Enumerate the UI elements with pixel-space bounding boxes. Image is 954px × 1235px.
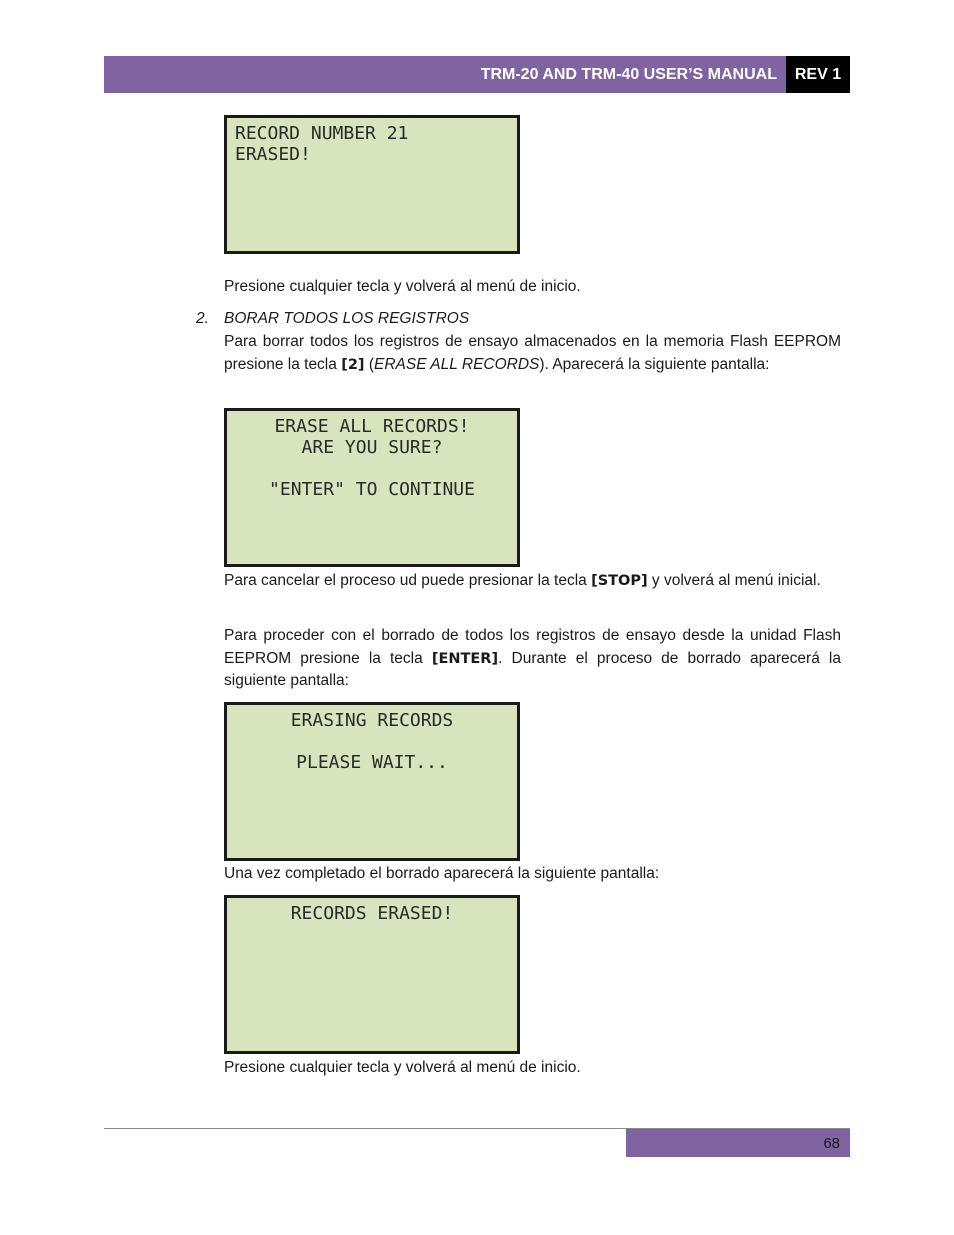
header-revision-badge	[786, 56, 850, 93]
paragraph-cancel-instructions	[224, 570, 841, 593]
paragraph-completed: Una vez completado el borrado aparecerá la siguiente pantalla:	[224, 865, 660, 882]
lcd-line	[235, 731, 509, 752]
lcd-screen-record-erased	[224, 115, 520, 254]
header-title-bar	[104, 56, 786, 93]
lcd-line: PLEASE WAIT...	[296, 752, 448, 773]
header-revision: REV 1	[794, 65, 842, 83]
header-title: TRM-20 AND TRM-40 USER’S MANUAL	[480, 65, 777, 83]
lcd-line: ERASE ALL RECORDS!	[274, 416, 470, 437]
paragraph-text: y volverá al menú inicial.	[647, 572, 821, 589]
key-label-2: [2]	[341, 356, 365, 373]
paragraph-text: Para cancelar el proceso ud puede presionar la tecla	[224, 572, 592, 589]
paragraph-italic-text: ERASE ALL RECORDS	[374, 355, 540, 373]
lcd-screen-erase-confirm	[224, 408, 520, 567]
paragraph-text: Para borrar todos los registros de ensayo almacenados en la memoria Flash EEPROM presione la tecla	[224, 333, 841, 373]
paragraph-text: . Durante el proceso de borrado aparecerá la siguiente pantalla:	[224, 649, 841, 689]
footer-page-box	[626, 1129, 850, 1157]
lcd-line: RECORD NUMBER 21	[235, 123, 409, 144]
lcd-line: "ENTER" TO CONTINUE	[269, 479, 475, 500]
lcd-line	[235, 458, 509, 479]
paragraph-press-any-key-final: Presione cualquier tecla y volverá al menú de inicio.	[224, 1059, 581, 1076]
lcd-screen-erasing	[224, 702, 520, 861]
lcd-screen-records-erased	[224, 895, 520, 1054]
paragraph-text: (	[364, 355, 374, 373]
lcd-line: RECORDS ERASED!	[290, 903, 454, 924]
page-number: 68	[823, 1134, 840, 1152]
lcd-line: ERASING RECORDS	[290, 710, 454, 731]
paragraph-text: Para proceder con el borrado de todos los registros de ensayo desde la unidad Flash EEPROM presione la tecla	[224, 627, 841, 667]
key-label-stop: [STOP]	[591, 573, 648, 589]
lcd-line: ERASED!	[235, 144, 311, 165]
paragraph-text: ). Aparecerá la siguiente pantalla:	[539, 355, 770, 373]
key-label-enter: [ENTER]	[431, 650, 499, 667]
paragraph-proceed-instructions	[224, 625, 841, 693]
paragraph-press-any-key: Presione cualquier tecla y volverá al menú de inicio.	[224, 278, 581, 295]
paragraph-erase-all-instructions	[224, 331, 841, 376]
list-item-number: 2.	[196, 310, 209, 327]
lcd-line: ARE YOU SURE?	[301, 437, 443, 458]
list-item-title: BORAR TODOS LOS REGISTROS	[224, 310, 470, 327]
